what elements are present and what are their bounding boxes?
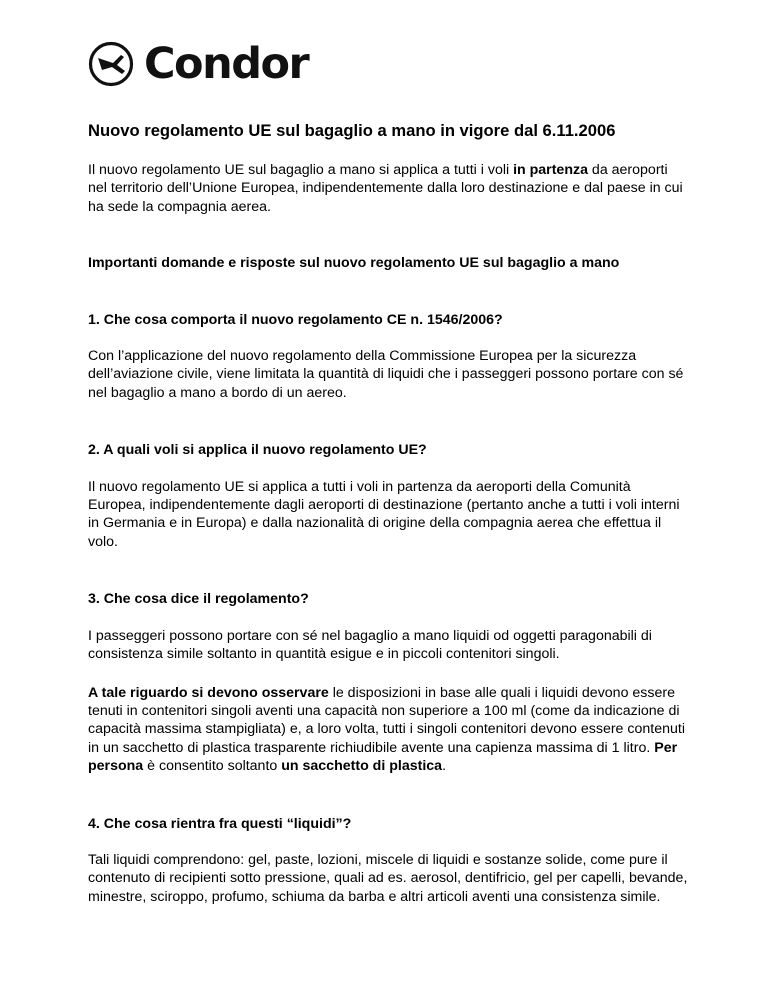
details-bold-3: un sacchetto di plastica: [281, 758, 443, 775]
intro-paragraph: [88, 161, 688, 216]
faq-question-2: 2. A quali voli si applica il nuovo regolamento UE?: [88, 442, 427, 459]
brand-name: Condor: [144, 39, 309, 89]
faq-heading: Importanti domande e risposte sul nuovo regolamento UE sul bagaglio a mano: [88, 255, 620, 272]
details-text-3: .: [442, 758, 447, 775]
condor-logo: [88, 38, 308, 90]
details-text-1: le disposizioni in base alle quali i liquidi devono essere tenuti in contenitori singoli aventi una capacità non superiore a 100 ml (come da indicazione di capacità massima stampigliata) e, a loro volta, tutti i singoli contenitori devono essere contenuti in un sacchetto di plastica trasparente richiudibile avente una capienza massima di 1 litro.: [88, 684, 685, 756]
faq-answer-3-details: [88, 684, 688, 776]
document-body: [88, 120, 688, 945]
faq-question-3: 3. Che cosa dice il regolamento?: [88, 591, 309, 608]
details-bold-2: Per persona: [88, 739, 678, 775]
intro-bold: in partenza: [513, 162, 588, 178]
faq-answer-1: Con l’applicazione del nuovo regolamento della Commissione Europea per la sicurezza dell’aviazione civile, viene limitata la quantità di liquidi che i passeggeri possono portare con sé nel bagaglio a mano a bordo di un aereo.: [88, 348, 684, 401]
faq-question-4: 4. Che cosa rientra fra questi “liquidi”?: [88, 815, 352, 832]
details-text-2: è consentito soltanto: [143, 758, 282, 775]
faq-answer-4: Tali liquidi comprendono: gel, paste, lozioni, miscele di liquidi e sostanze solide, come pure il contenuto di recipienti sotto pressione, quali ad es. aerosol, dentifricio, gel per capelli, bevande, minestre, sciroppo, profumo, schiuma da barba e altri articoli aventi una consistenza simile.: [88, 851, 688, 905]
details-bold-1: A tale riguardo si devono osservare: [88, 684, 329, 701]
faq-answer-3: I passeggeri possono portare con sé nel bagaglio a mano liquidi od oggetti paragonabili di consistenza simile soltanto in quantità esigue e in piccoli contenitori singoli.: [88, 627, 652, 663]
faq-answer-2: Il nuovo regolamento UE si applica a tutti i voli in partenza da aeroporti della Comunità Europea, indipendentemente dagli aeroporti di destinazione (pertanto anche a tutti i voli interni in Germania e in Europa) e dalla nazionalità di origine della compagnia aerea che effettua il volo.: [88, 478, 680, 550]
document-title: Nuovo regolamento UE sul bagaglio a mano in vigore dal 6.11.2006: [88, 121, 616, 140]
faq-question-1: 1. Che cosa comporta il nuovo regolamento CE n. 1546/2006?: [88, 311, 503, 328]
intro-text-2: da aeroporti nel territorio dell’Unione Europea, indipendentemente dalla loro destinazione e dal paese in cui ha sede la compagnia aerea.: [88, 162, 683, 215]
condor-bird-icon: [88, 41, 134, 87]
intro-text-1: Il nuovo regolamento UE sul bagaglio a mano si applica a tutti i voli: [88, 162, 514, 178]
